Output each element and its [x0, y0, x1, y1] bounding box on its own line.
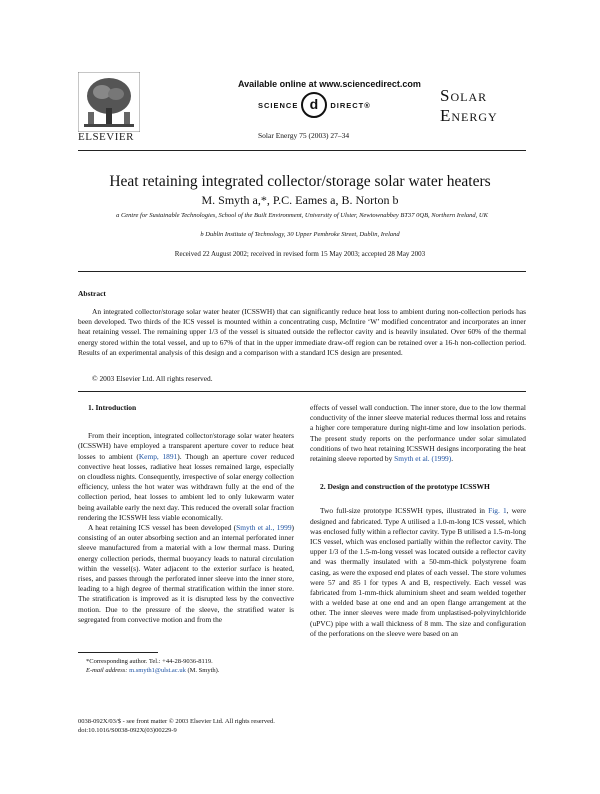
abstract-body: An integrated collector/storage solar water heater (ICSSWH) that can significantly reduce heat loss to ambient during non-collection periods has been developed. Two thirds of the ICS vessel is mounted within a concentrating cusp, McIntire ‘W’ modified concentrator and incorporates an inner heat retaining vessel. The remaining upper 1/3 of the vessel is situated outside the reflector cavity and is heavily insulated. Over 60% of the thermal energy stored within the total vessel, and up to 67% of that in the upper immediate draw-off region can be retained over a 16-h non-collection period. Results of an experimental analysis of this design and a comparison with a standard ICS design are presented. — [78, 307, 526, 357]
abstract-bottom-rule — [78, 391, 526, 392]
affiliation-a: a Centre for Sustainable Technologies, School of the Built Environment, University of Ulster, Newtownabbey BT37 0QB, Northern Ireland, UK — [116, 212, 488, 219]
journal-title-logo — [440, 86, 526, 138]
intro-p1-text-b: ). Though an aperture cover reduced convective heat losses, radiative heat losses remained large, especially on cloudless nights. Consequently, irrespective of solar energy collection efficiency, unless the hot water was withdrawn fully at the end of the collection period, heat losses to ambient led to only lukewarm water being available early the next day. This reduced the overall solar fraction rendering the ICSSWH less viable economically. — [78, 451, 295, 522]
design-p1-text-a: Two full-size prototype ICSSWH types, illustrated in — [320, 506, 489, 516]
sd-right: DIRECT® — [330, 100, 371, 110]
design-paragraph-1 — [310, 506, 526, 639]
footnote — [86, 657, 219, 675]
intro-p3-text-a: effects of vessel wall conduction. The inner store, due to the low thermal conductivity of the inner sleeve material reduces thermal loss and retains a higher core temperature during night-time and low insolation periods. The present study reports on the performance under solar simulated conditions of two heat retaining ICSSWH designs incorporating the heat retaining sleeve reported by — [310, 403, 526, 464]
article-title: Heat retaining integrated collector/storage solar water heaters — [109, 173, 491, 190]
abstract-copyright: © 2003 Elsevier Ltd. All rights reserved. — [92, 374, 213, 383]
sd-left: SCIENCE — [258, 100, 299, 110]
sciencedirect-logo — [258, 92, 371, 118]
sciencedirect-at-icon: d — [301, 92, 327, 118]
intro-p3-text-b: . — [451, 454, 454, 464]
journal-citation: Solar Energy 75 (2003) 27–34 — [258, 131, 350, 140]
page-footer — [78, 717, 275, 735]
abstract-heading: Abstract — [78, 289, 106, 298]
journal-line-1: Solar — [440, 86, 488, 105]
section-1-heading: 1. Introduction — [88, 403, 137, 412]
corresponding-author: *Corresponding author. Tel.: +44-28-9036-8119. — [86, 658, 213, 665]
ref-link-smyth-et-al[interactable]: Smyth et al. (1999) — [394, 454, 452, 464]
footnote-rule — [78, 652, 158, 653]
intro-paragraph-2 — [78, 523, 294, 625]
right-column — [310, 403, 526, 639]
ref-link-smyth-1999[interactable]: Smyth et al., 1999 — [236, 523, 292, 533]
intro-paragraph-3 — [310, 403, 526, 464]
journal-line-2: Energy — [440, 106, 498, 125]
section-2-heading: 2. Design and construction of the prototype ICSSWH — [320, 482, 490, 492]
publisher-name: ELSEVIER — [78, 131, 134, 143]
authors: M. Smyth a,*, P.C. Eames a, B. Norton b — [201, 193, 399, 207]
email-line — [86, 666, 219, 675]
abstract-top-rule — [78, 271, 526, 272]
intro-p1-text-a: From their inception, integrated collector/storage solar water heaters (ICSSWH) have employed a transparent aperture cover to reduce heat losses to ambient ( — [78, 431, 294, 461]
email-name: (M. Smyth). — [185, 667, 220, 674]
ref-link-kemp[interactable]: Kemp, 1891 — [138, 451, 178, 461]
left-column — [78, 403, 294, 625]
doi-line: doi:10.1016/S0038-092X(03)00229-9 — [78, 727, 177, 734]
intro-p2-text-b: ) consisting of an outer absorbing section and an internal perforated inner sleeve manufactured from a material with a low thermal mass. During energy collection periods, thermal buoyancy leads to natural circulation within the vessel(s). Water adjacent to the exterior surface is heated, rises, and passes through the perforated inner sleeve into the inner store, leading to a high degree of thermal stratification within the inner store. The stratification is improved as it is disrupted less by the convective motion. Due to the pressure of the sleeve, the stratified water is segregated from convective motion and from the — [78, 523, 294, 624]
intro-p2-text-a: A heat retaining ICS vessel has been developed ( — [88, 523, 237, 533]
fig-1-link[interactable]: Fig. 1 — [488, 506, 507, 516]
header-rule — [78, 150, 526, 151]
email-label: E-mail address: — [86, 667, 130, 674]
issn-line: 0038-092X/03/$ - see front matter © 2003 Elsevier Ltd. All rights reserved. — [78, 718, 275, 725]
affiliation-b: b Dublin Institute of Technology, 30 Upper Pembroke Street, Dublin, Ireland — [200, 231, 400, 238]
available-online-link[interactable]: Available online at www.sciencedirect.com — [238, 79, 421, 89]
design-p1-text-b: , were designed and fabricated. Type A utilised a 1.0-m-long ICS vessel, which was enclosed fully within a reflector cavity. Type B utilised a 1.5-m-long ICS vessel, which was enclosed partially within the reflector cavity. The upper 1/3 of the 1.5-m-long vessel was located outside a reflector cavity and was thermally insulated with a 50-mm-thick polystyrene foam casing, as were the exposed end plates of each vessel. The store volumes were 57 and 85 l for types A and B, respectively. Each vessel was fabricated from 1-mm-thick aluminium sheet and seam welded together with a welded base at one end and an open flange arrangement at the other. The inner sleeves were made from unplastised-polyvinylchloride (uPVC) pipe with a wall thickness of 8 mm. The size and configuration of the perforations on the sleeve were based on an — [310, 506, 526, 638]
elsevier-tree-logo — [78, 72, 140, 132]
intro-paragraph-1 — [78, 431, 294, 523]
email-link[interactable]: m.smyth1@ulst.ac.uk — [129, 667, 186, 674]
received-dates: Received 22 August 2002; received in revised form 15 May 2003; accepted 28 May 2003 — [174, 250, 426, 258]
